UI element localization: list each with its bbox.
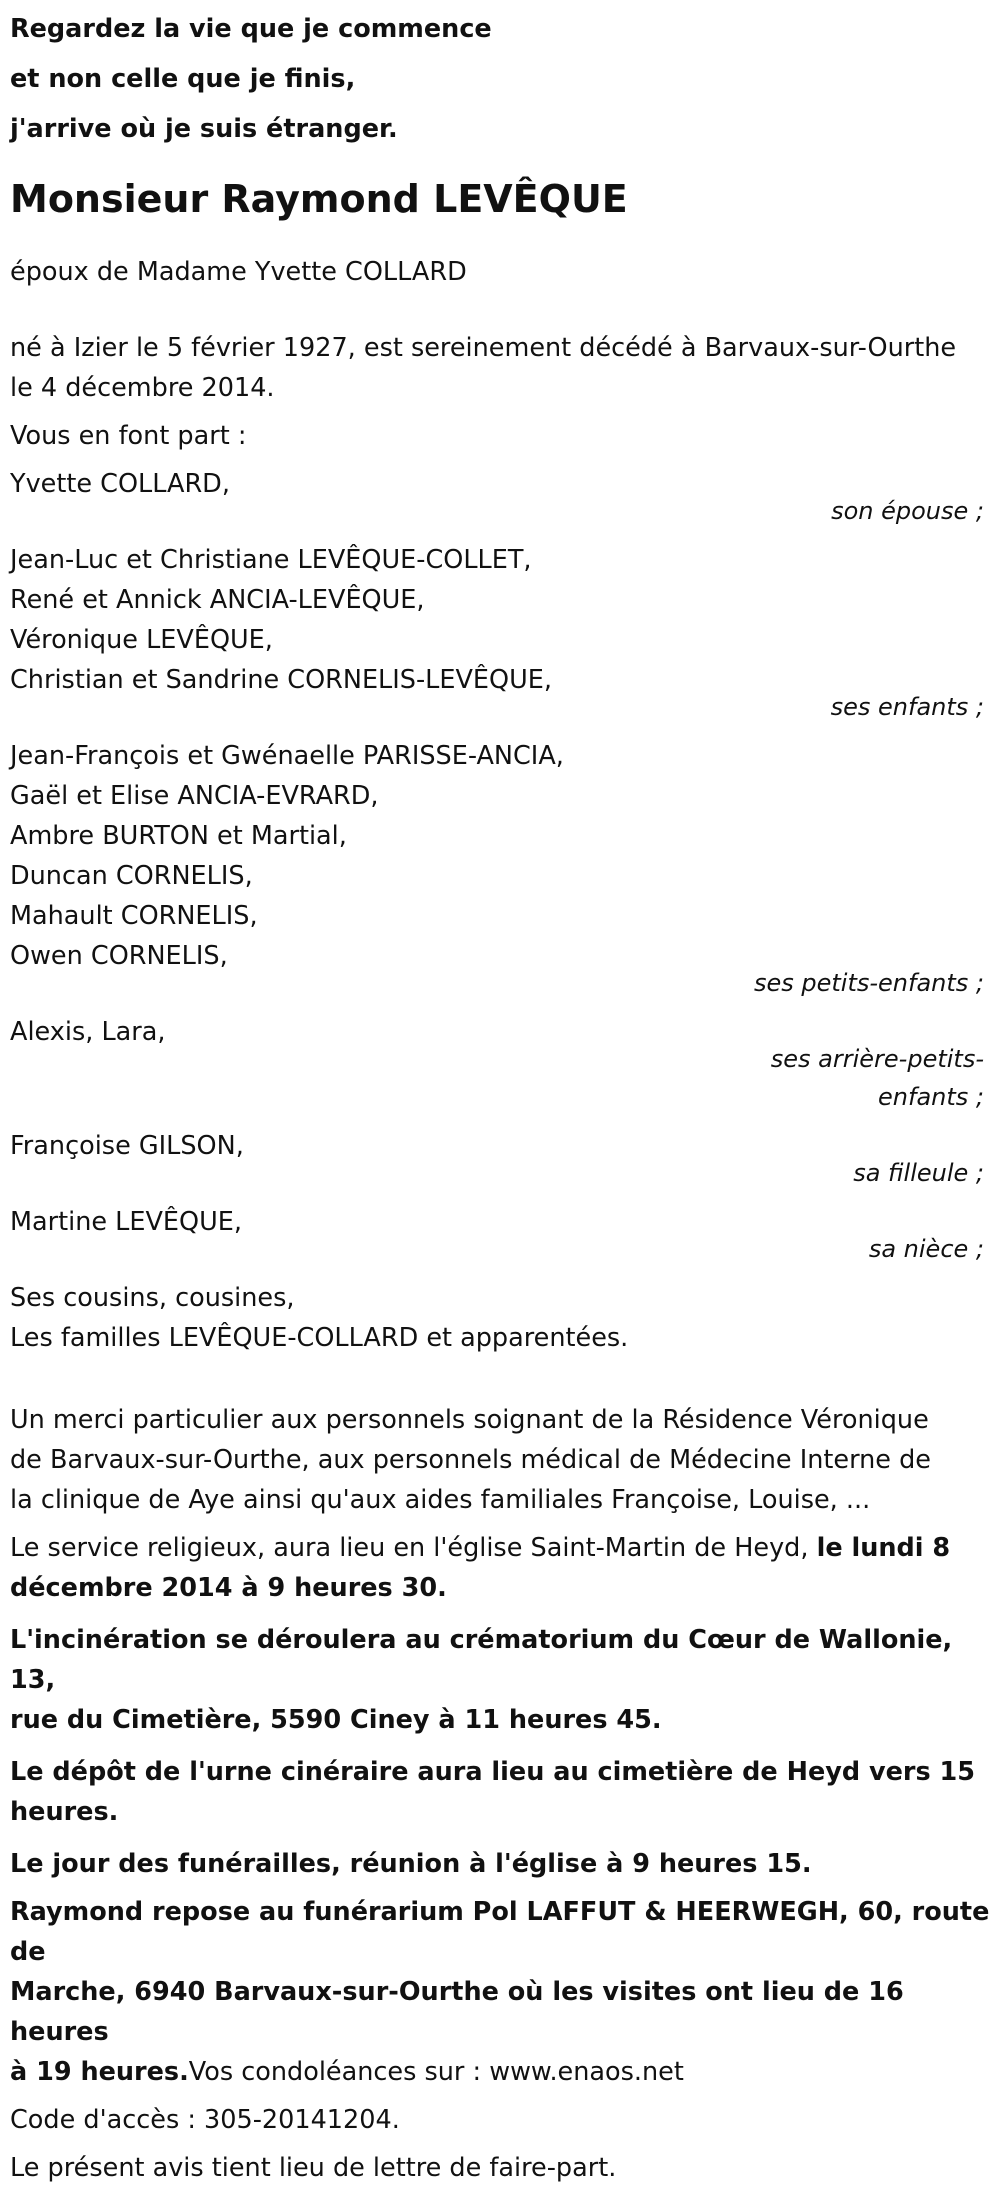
family-name: Yvette COLLARD, — [10, 469, 230, 499]
family-name: Alexis, Lara, — [10, 1017, 166, 1047]
funerarium-paragraph — [10, 1892, 990, 2092]
family-name: Mahault CORNELIS, — [10, 901, 258, 931]
cremation-line: L'incinération se déroulera au crématorium du Cœur de Wallonie, 13, — [10, 1625, 953, 1695]
spouse-line: époux de Madame Yvette COLLARD — [10, 257, 467, 287]
thanks-line: Un merci particulier aux personnels soignant de la Résidence Véronique — [10, 1405, 929, 1435]
family-name: Owen CORNELIS, — [10, 941, 228, 971]
poem — [10, 4, 990, 154]
family-group-spouse — [10, 464, 990, 530]
service-text: Le service religieux, aura lieu en l'église Saint-Martin de Heyd, — [10, 1533, 809, 1563]
family-name: René et Annick ANCIA-LEVÊQUE, — [10, 585, 425, 615]
footer-note: Le présent avis tient lieu de lettre de faire-part. — [10, 2153, 617, 2183]
relation-label: ses enfants ; — [830, 693, 984, 721]
relation-label: ses arrière-petits-enfants ; — [770, 1045, 984, 1111]
urn-paragraph — [10, 1752, 990, 1832]
relation-label: sa nièce ; — [868, 1235, 984, 1263]
funerarium-hours: à 19 heures. — [10, 2057, 189, 2087]
service-date-cont: décembre 2014 à 9 heures 30. — [10, 1573, 447, 1603]
family-name: Jean-Luc et Christiane LEVÊQUE-COLLET, — [10, 545, 532, 575]
cremation-paragraph — [10, 1620, 990, 1740]
poem-line: Regardez la vie que je commence — [10, 14, 492, 44]
family-name: Véronique LEVÊQUE, — [10, 625, 273, 655]
others-line: Les familles LEVÊQUE-COLLARD et apparentées. — [10, 1323, 629, 1353]
cremation-line: rue du Cimetière, 5590 Ciney à 11 heures 45. — [10, 1705, 662, 1735]
family-name: Françoise GILSON, — [10, 1131, 244, 1161]
poem-line: j'arrive où je suis étranger. — [10, 114, 398, 144]
poem-line: et non celle que je finis, — [10, 64, 356, 94]
family-group-grandchildren — [10, 736, 990, 1002]
service-date: le lundi 8 — [816, 1533, 951, 1563]
funerarium-line: Marche, 6940 Barvaux-sur-Ourthe où les visites ont lieu de 16 heures — [10, 1977, 904, 2047]
family-name: Ambre BURTON et Martial, — [10, 821, 347, 851]
family-group-great-grandchildren — [10, 1012, 990, 1116]
relation-label: son épouse ; — [831, 497, 984, 525]
death-line: le 4 décembre 2014. — [10, 373, 275, 403]
thanks-line: la clinique de Aye ainsi qu'aux aides familiales Françoise, Louise, ... — [10, 1485, 871, 1515]
relation-label: sa filleule ; — [853, 1159, 984, 1187]
birth-line: né à Izier le 5 février 1927, est sereinement décédé à Barvaux-sur-Ourthe — [10, 333, 957, 363]
family-name: Martine LEVÊQUE, — [10, 1207, 242, 1237]
others-line: Ses cousins, cousines, — [10, 1283, 295, 1313]
family-name: Duncan CORNELIS, — [10, 861, 253, 891]
family-group-children — [10, 540, 990, 726]
intro-line: Vous en font part : — [10, 421, 247, 451]
urn-line: Le dépôt de l'urne cinéraire aura lieu au cimetière de Heyd vers 15 — [10, 1757, 976, 1787]
deceased-name: Monsieur Raymond LEVÊQUE — [10, 177, 628, 221]
family-name: Gaël et Elise ANCIA-EVRARD, — [10, 781, 379, 811]
thanks-paragraph — [10, 1400, 990, 1520]
family-name: Jean-François et Gwénaelle PARISSE-ANCIA, — [10, 741, 564, 771]
gathering-line: Le jour des funérailles, réunion à l'église à 9 heures 15. — [10, 1849, 812, 1879]
access-code: Code d'accès : 305-20141204. — [10, 2105, 400, 2135]
family-group-niece — [10, 1202, 990, 1268]
family-name: Christian et Sandrine CORNELIS-LEVÊQUE, — [10, 665, 552, 695]
service-paragraph — [10, 1528, 990, 1608]
family-group-goddaughter — [10, 1126, 990, 1192]
relation-label: ses petits-enfants ; — [753, 969, 984, 997]
condolences-text: Vos condoléances sur : www.enaos.net — [188, 2057, 684, 2087]
funerarium-line: Raymond repose au funérarium Pol LAFFUT & HEERWEGH, 60, route de — [10, 1897, 990, 1967]
thanks-line: de Barvaux-sur-Ourthe, aux personnels médical de Médecine Interne de — [10, 1445, 931, 1475]
urn-line: heures. — [10, 1797, 119, 1827]
